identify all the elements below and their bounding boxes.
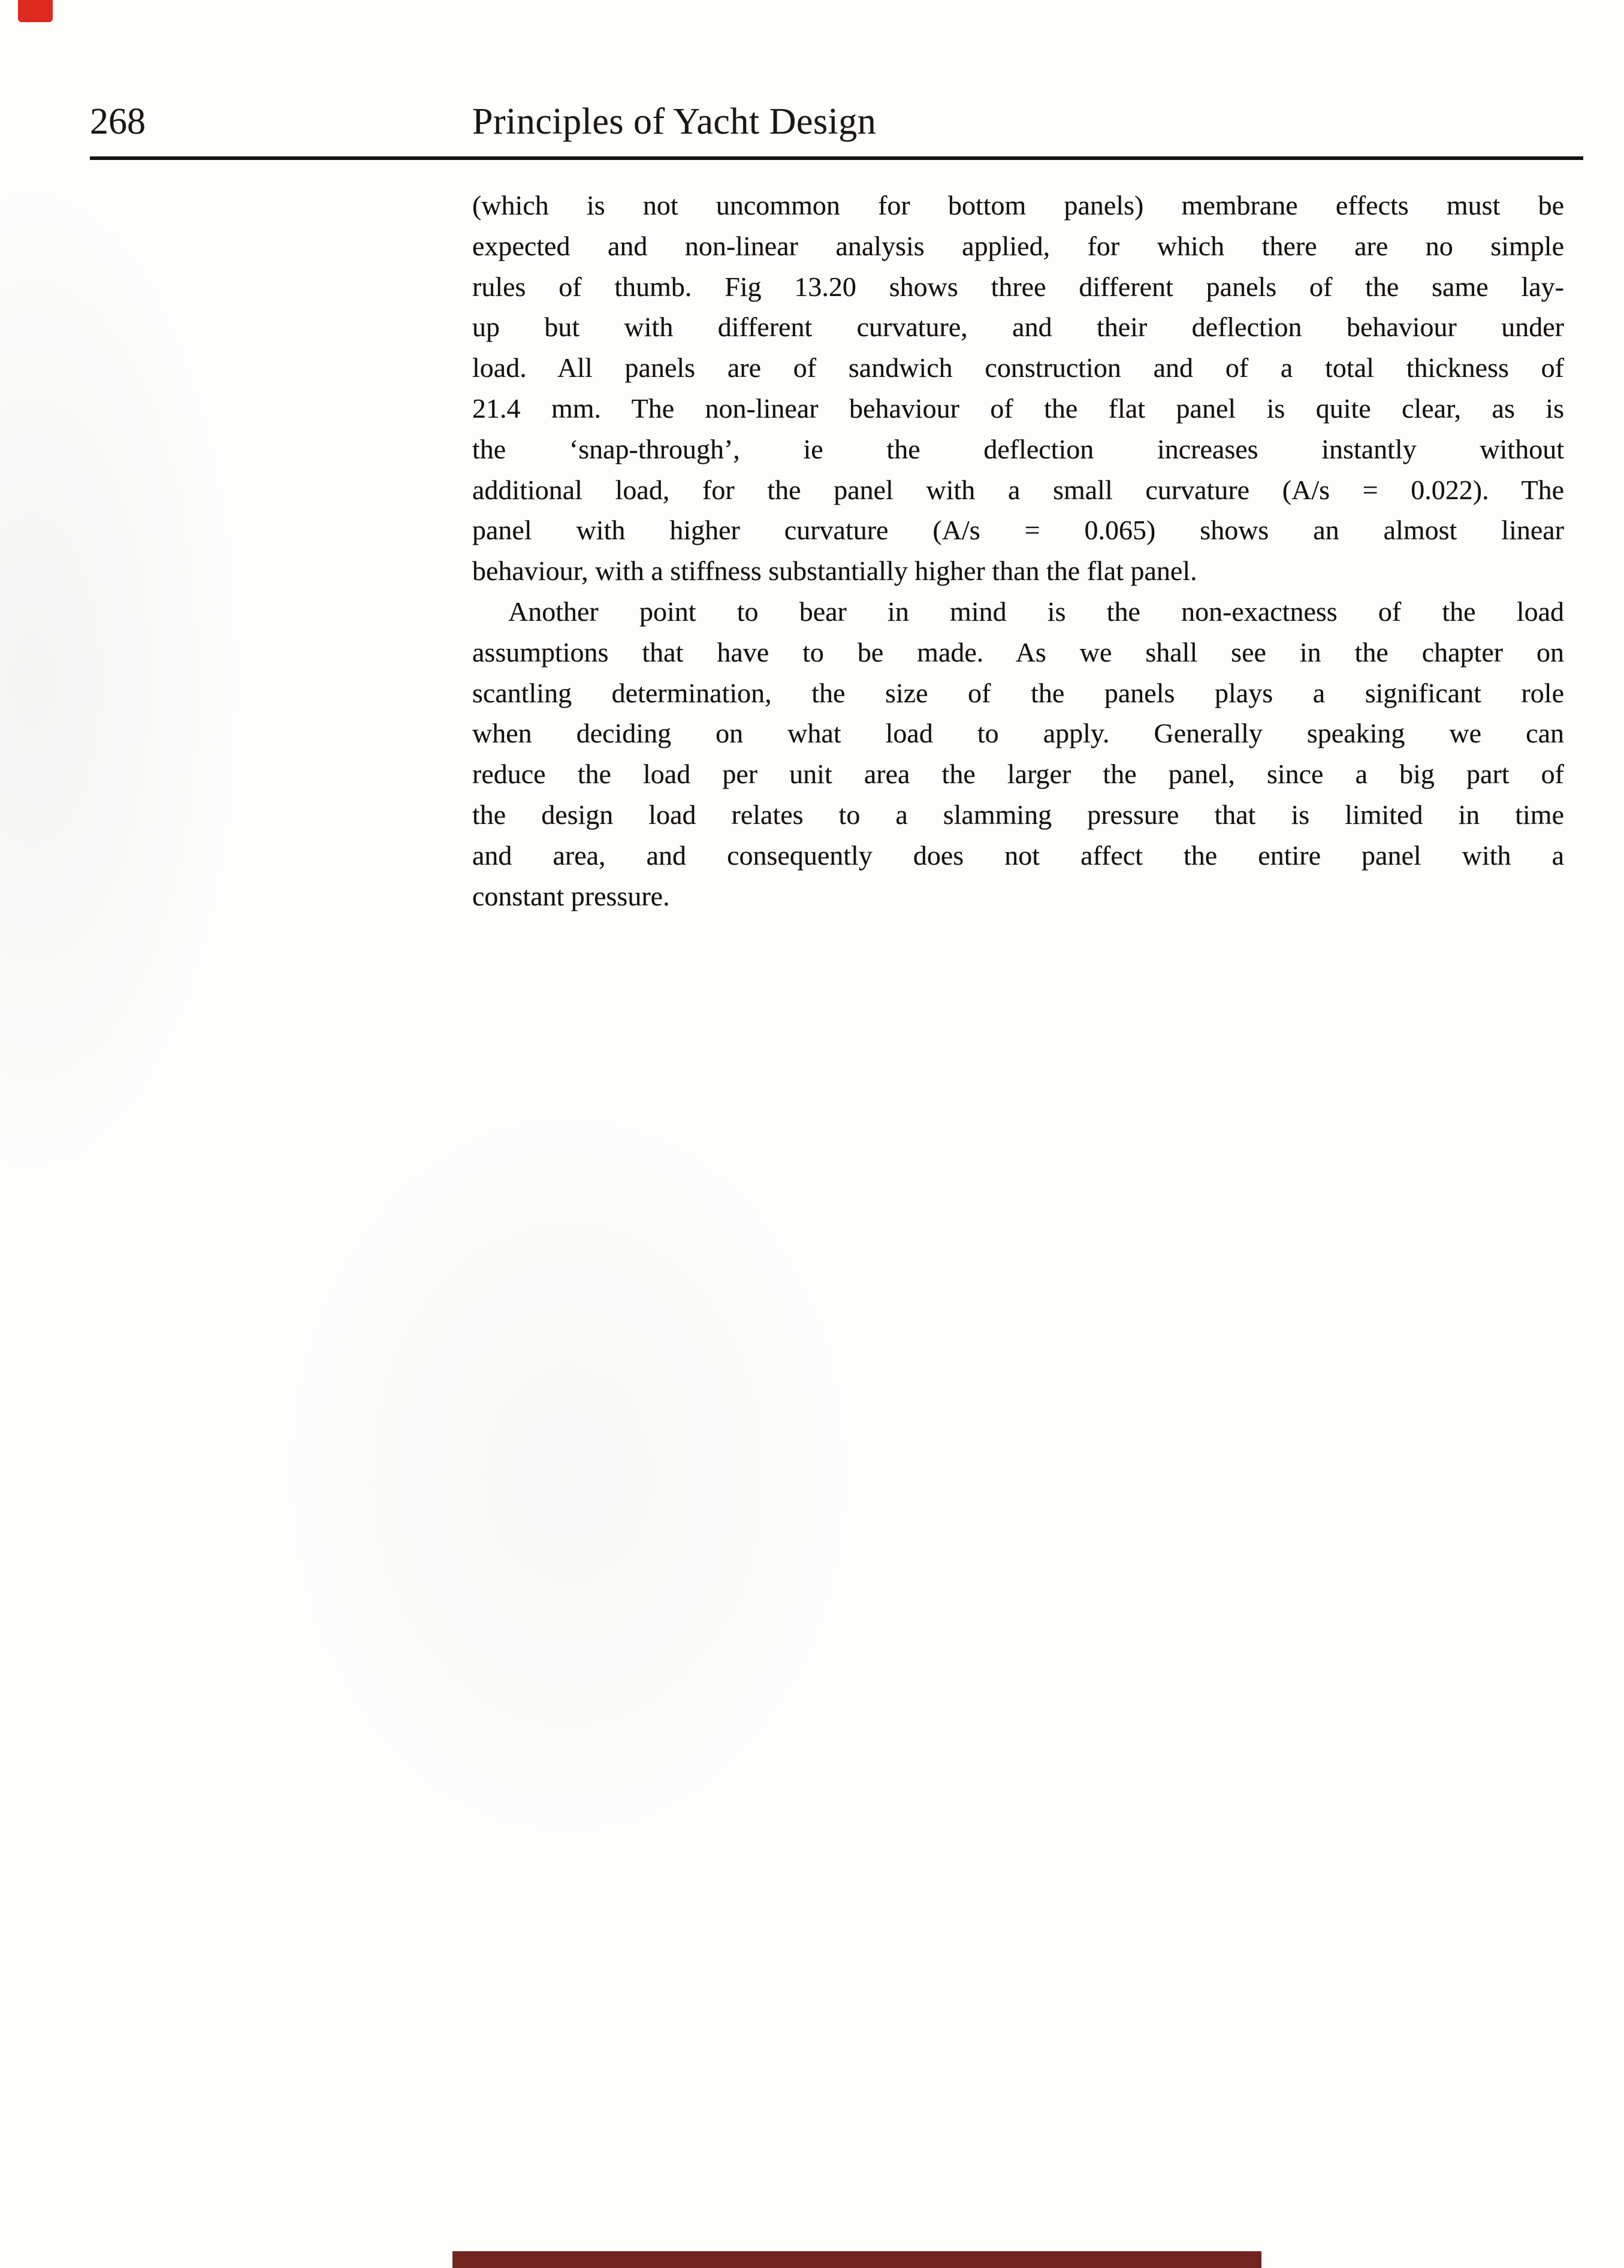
- text-line: Another point to bear in mind is the non-exactness of the load: [508, 596, 1564, 627]
- body-text: [472, 185, 1564, 916]
- text-line: when deciding on what load to apply. Generally speaking we can: [472, 718, 1564, 749]
- text-line: scantling determination, the size of the panels plays a significant role: [472, 677, 1564, 708]
- text-line: up but with different curvature, and their deflection behaviour under: [472, 312, 1564, 343]
- text-line: behaviour, with a stiffness substantially higher than the flat panel.: [472, 555, 1197, 587]
- text-line: assumptions that have to be made. As we shall see in the chapter on: [472, 636, 1564, 668]
- text-line: expected and non-linear analysis applied, for which there are no simple: [472, 230, 1564, 261]
- text-line: rules of thumb. Fig 13.20 shows three different panels of the same lay-: [472, 271, 1564, 302]
- text-line: and area, and consequently does not affect the entire panel with a: [472, 839, 1564, 871]
- text-line: the ‘snap-through’, ie the deflection increases instantly without: [472, 433, 1564, 464]
- text-line: 21.4 mm. The non-linear behaviour of the flat panel is quite clear, as is: [472, 392, 1564, 424]
- text-line: constant pressure.: [472, 880, 670, 911]
- text-line: panel with higher curvature (A/s = 0.065) shows an almost linear: [472, 515, 1564, 546]
- red-scan-mark-bottom: [452, 2251, 1261, 2268]
- text-line: additional load, for the panel with a small curvature (A/s = 0.022). The: [472, 474, 1564, 505]
- text-line: reduce the load per unit area the larger the panel, since a big part of: [472, 759, 1564, 790]
- text-line: (which is not uncommon for bottom panels) membrane effects must be: [472, 190, 1564, 221]
- running-title: Principles of Yacht Design: [472, 101, 877, 142]
- page-number: 268: [90, 101, 146, 142]
- text-line: the design load relates to a slamming pressure that is limited in time: [472, 799, 1564, 830]
- red-scan-mark-top-left: [18, 0, 53, 22]
- header-rule: [90, 156, 1583, 160]
- text-line: load. All panels are of sandwich construction and of a total thickness of: [472, 352, 1564, 383]
